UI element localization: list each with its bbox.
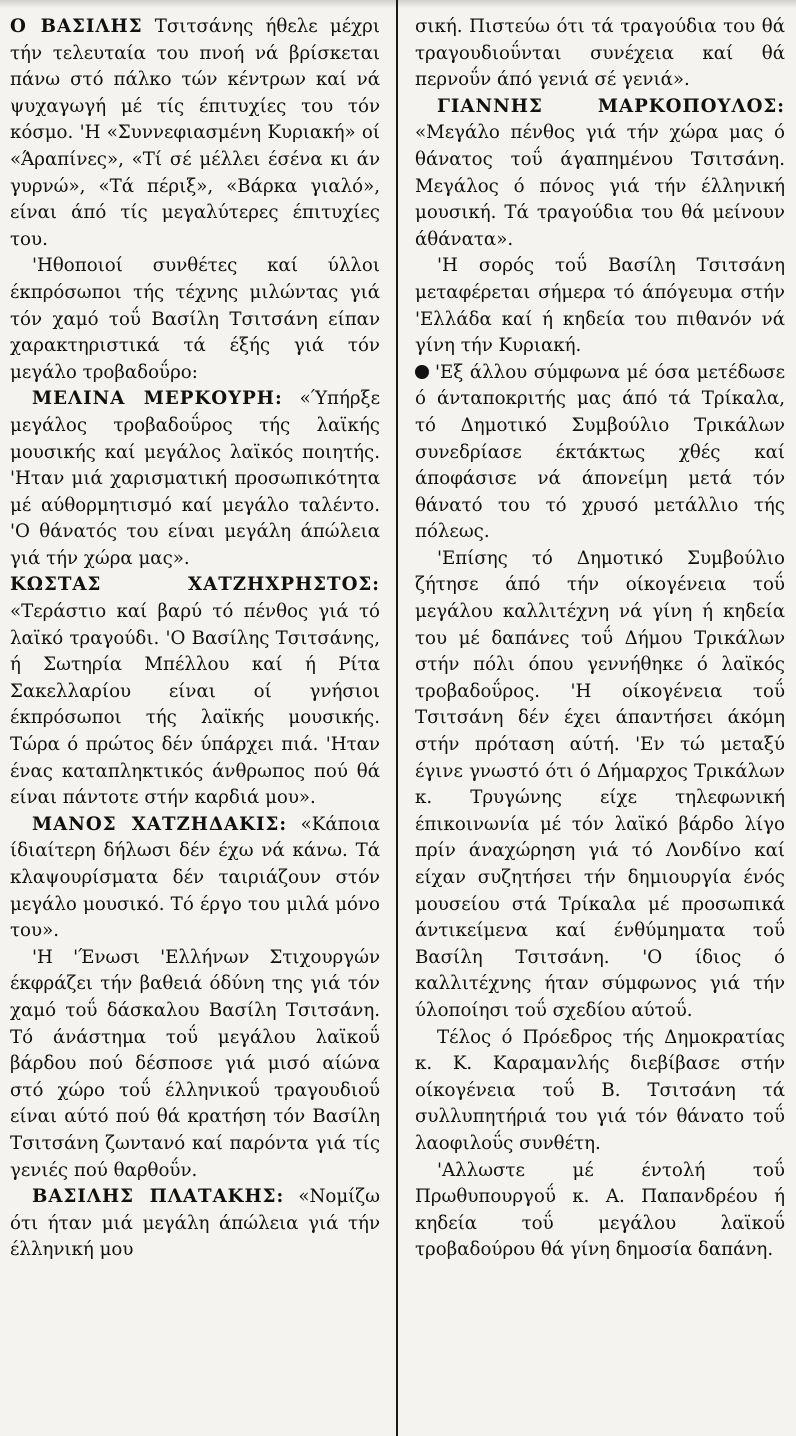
paragraph-text: Τέλος ό Πρόεδρος τής Δημοκρατίας κ. Κ. Καραμανλής διεβίβασε στήν οίκογένεια τοΰ Β. Τσιτσάνη τά συλλυπητήριά του γιά τόν θάνατο τοΰ λαοφιλοΰς συνθέτη. [415,1026,785,1154]
quote-giannis-markopoulos [415,94,785,254]
right-column [415,14,785,1264]
paragraph-text: 'Ηθοποιοί συνθέτες καί ύλλοι έκπρόσωποι τής τέχνης μιλώντας γιά τόν χαμό τοΰ Βασίλη Τσιτσάνη είπαν χαρακτηριστικά τά έξής γιά τόν μεγάλο τροβαδοΰρο: [10,255,380,383]
article-paragraph-remains [415,253,785,359]
quote-continuation [415,14,785,94]
speaker-name: ΚΩΣΤΑΣ ΧΑΤΖΗΧΡΗΣΤΟΣ: [10,574,380,596]
quote-text: «Ύπήρξε μεγάλος τροβαδοΰρος τής λαϊκής μουσικής καί μεγάλος λαϊκός ποιητής. 'Ηταν μιά χαρισματική προσωπικότητα μέ αύθορμητισμό καί μεγάλο ταλέντο. 'Ο θάνατός του είναι μεγάλη άπώλεια γιά τήν χώρα μας». [10,388,380,569]
paragraph-text: Τσιτσάνης ήθελε μέχρι τήν τελευταία του πνοή νά βρίσκεται πάνω στό πάλκο τών κέντρων καί νά ψυχαγωγή μέ τίς έπιτυχίες του τόν κόσμο. 'Η «Συννεφιασμένη Κυριακή» οί «Άραπίνες», «Τί σέ μέλλει έσένα κι άν γυρνώ», «Τά πέριξ», «Βάρκα γιαλό», είναι άπό τίς μεγαλύτερες έπιτυχίες του. [10,16,380,250]
page-top-edge [0,0,796,8]
article-paragraph-lyricists [10,945,380,1184]
paragraph-text: 'Η 'Ένωσι 'Ελλήνων Στιχουργών έκφράζει τήν βαθειά όδύνη της γιά τόν χαμό τοΰ δάσκαλου Βασίλη Τσιτσάνη. Τό άνάστημα τοΰ μεγάλου λαϊκοΰ βάρδου πού δέσποσε γιά μισό αίώνα στό χώρο τοΰ έλληνικοΰ τραγουδιοΰ είναι αύτό πού θά κρατήση τόν Βασίλη Τσιτσάνη ζωντανό καί παρόντα γιά τίς γενιές πού θαρθοΰν. [10,946,380,1181]
quote-melina-merkouri [10,386,380,572]
paragraph-text: 'Επίσης τό Δημοτικό Συμβούλιο ζήτησε άπό τήν οίκογένεια τοΰ μεγάλου καλλιτέχνη νά γίνη ή κηδεία του μέ δαπάνες τοΰ Δήμου Τρικάλων στήν πόλι όπου γεννήθηκε ό λαϊκός τροβαδοΰρος. 'Η οίκογένεια τοΰ Τσιτσάνη δέν έχει άπαντήσει άκόμη στήν πρόταση αύτή. 'Εν τώ μεταξύ έγινε γνωστό ότι ό Δήμαρχος Τρικάλων κ. Τρυγώνης είχε τηλεφωνική έπικοινωνία μέ τόν λαϊκό βάρδο λίγο πρίν άναχώρηση γιά τό Λονδίνο καί είχαν συζητήσει τήν δημιουργία ένός μουσείου στά Τρίκαλα μέ προσωπικά άντικείμενα καί ένθύμηματα τοΰ Βασίλη Τσιτσάνη. 'Ο ίδιος ό καλλιτέχνης ήταν σύμφωνος γιά τήν ύλοποίησι τοΰ σχεδίου αύτοΰ. [415,547,785,1021]
paragraph-text: 'Αλλωστε μέ έντολή τοΰ Πρωθυπουργοΰ κ. Α. Παπανδρέου ή κηδεία τοΰ μεγάλου λαϊκοΰ τροβαδούρου θά γίνη δημοσία δαπάνη. [415,1159,785,1261]
paragraph-text: σική. Πιστεύω ότι τά τραγούδια του θά τραγουδιοΰνται συνέχεια καί θά περνοΰν άπό γενιά σέ γενιά». [415,16,785,91]
bullet-icon [415,365,429,379]
paragraph-text: 'Η σορός τοΰ Βασίλη Τσιτσάνη μεταφέρεται σήμερα τό άπόγευμα στήν 'Ελλάδα καί ή κηδεία του πιθανόν νά γίνη τήν Κυριακή. [415,255,785,357]
article-paragraph-trikala [415,360,785,546]
article-paragraph-1 [10,14,380,253]
article-paragraph-prime-minister [415,1158,785,1264]
paragraph-text: 'Εξ άλλου σύμφωνα μέ όσα μετέδωσε ό άνταποκριτής μας άπό τά Τρίκαλα, τό Δημοτικό Συμβούλιο Τρικάλων συνεδρίασε έκτάκτως χθές καί άποφάσισε νά άπονείμη μετά τόν θάνατό του τό χρυσό μετάλλιο τής πόλεως. [415,361,785,543]
article-paragraph-2 [10,253,380,386]
speaker-name: ΜΑΝΟΣ ΧΑΤΖΗΔΑΚΙΣ: [32,813,288,835]
quote-kostas-chatzichristos [10,572,380,811]
quote-text: «Νομίζω ότι ήταν μιά μεγάλη άπώλεια γιά τήν έλληνική μου [10,1186,380,1261]
quote-vasilis-platakis [10,1184,380,1264]
quote-text: «Μεγάλο πένθος γιά τήν χώρα μας ό θάνατος τοΰ άγαπημένου Τσιτσάνη. Μεγάλος ό πόνος γιά τήν έλληνική μουσική. Τά τραγούδια του θά μείνουν άθάνατα». [415,122,785,250]
quote-text: «Τεράστιο καί βαρύ τό πένθος γιά τό λαϊκό τραγούδι. 'Ο Βασίλης Τσιτσάνης, ή Σωτηρία Μπέλλου καί ή Ρίτα Σακελλαρίου είναι οί γνήσιοι έκπρόσωποι τής λαϊκής μουσικής. Τώρα ό πρώτος δέν ύπάρχει πιά. 'Ηταν ένας καταπληκτικός άνθρωπος πού θά είναι πάντοτε στήν καρδιά μου». [10,601,380,809]
lead-name: Ο ΒΑΣΙΛΗΣ [10,16,143,37]
column-divider [396,0,398,1436]
article-paragraph-council [415,546,785,1025]
left-column [10,14,380,1264]
quote-text: «Κάποια ίδιαίτερη δήλωσι δέν έχω νά κάνω. Τά κλαψουρίσματα δέν ταιριάζουν στόν μεγάλο μουσικό. Τό έργο του μιλά μόνο του». [10,813,380,942]
speaker-name: ΜΕΛΙΝΑ ΜΕΡΚΟΥΡΗ: [32,388,283,410]
quote-manos-chatzidakis [10,812,380,945]
article-paragraph-president [415,1025,785,1158]
speaker-name: ΒΑΣΙΛΗΣ ΠΛΑΤΑΚΗΣ: [32,1186,285,1208]
speaker-name: ΓΙΑΝΝΗΣ ΜΑΡΚΟΠΟΥΛΟΣ: [437,95,785,117]
